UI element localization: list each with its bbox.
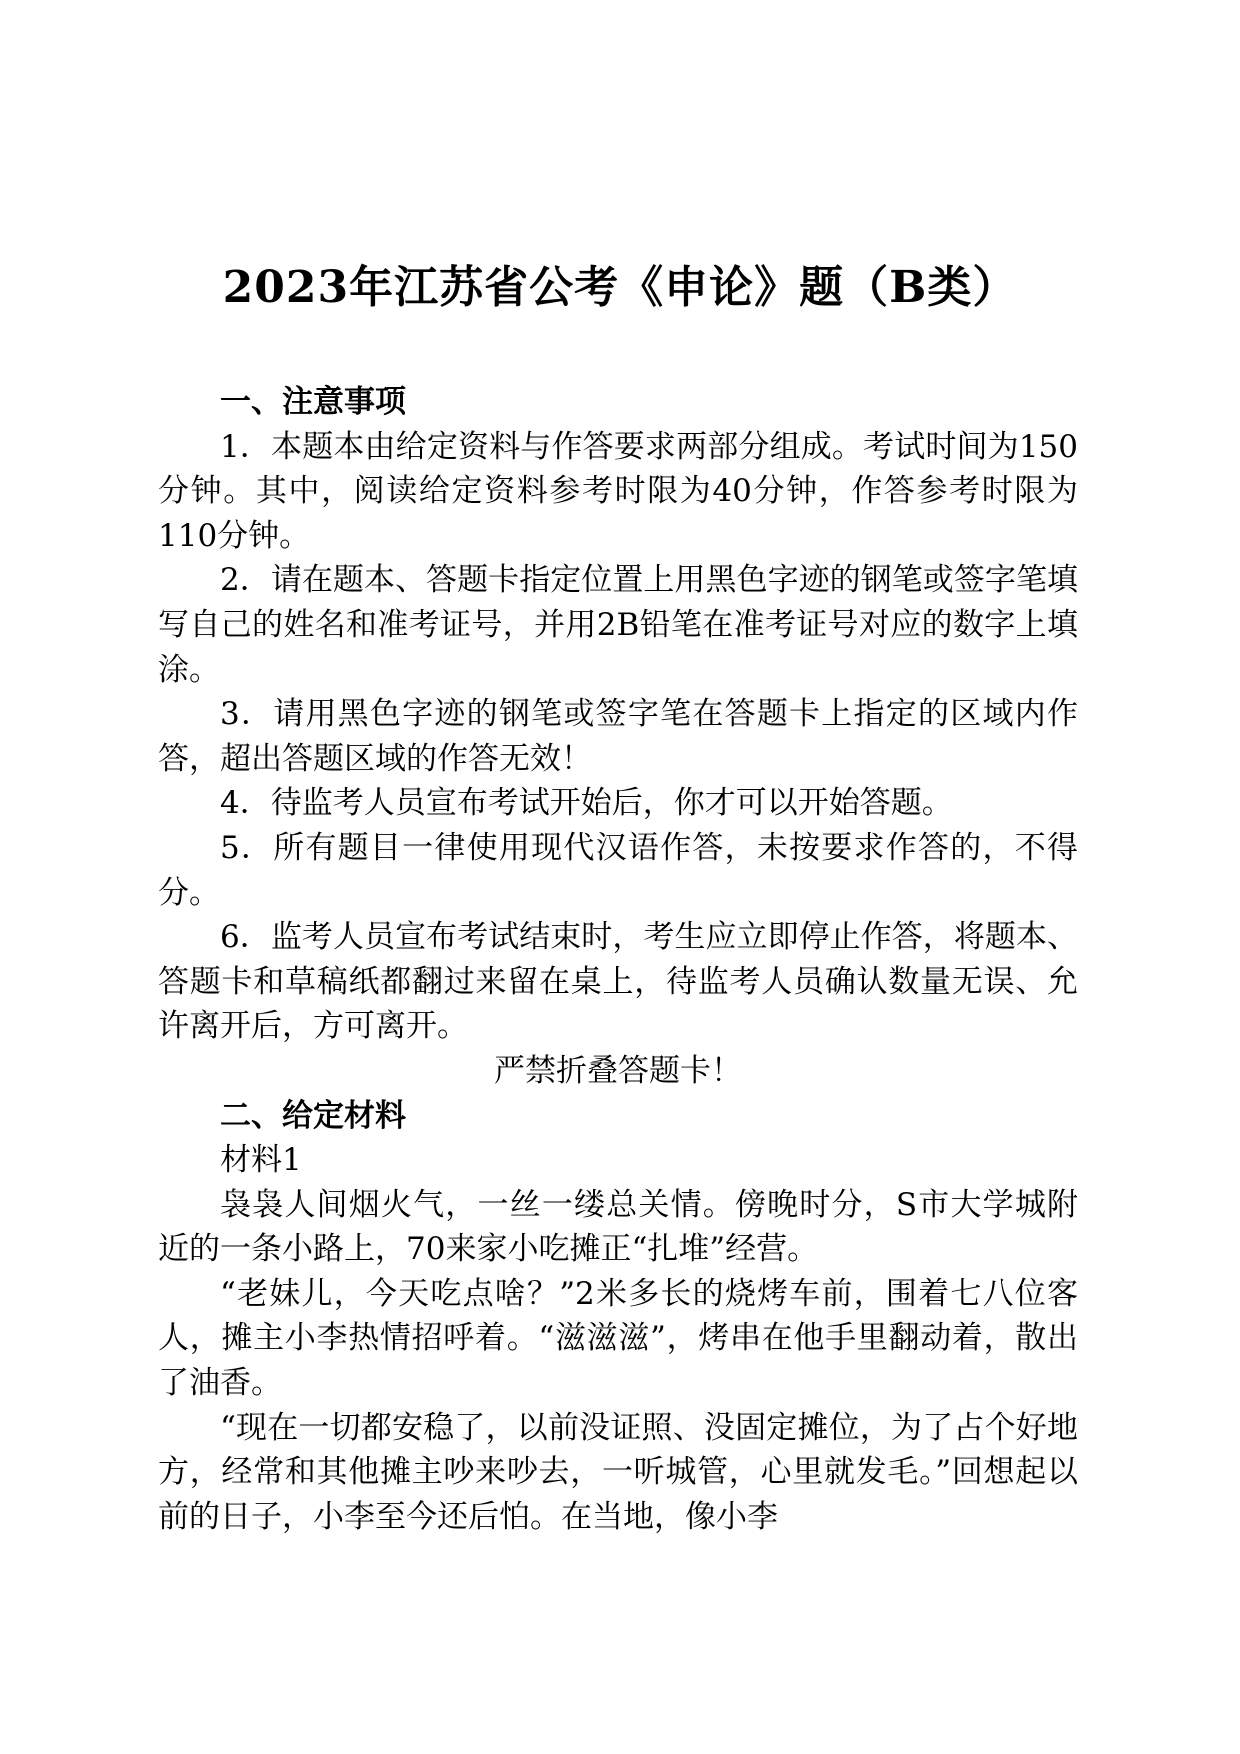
material-paragraph-1: 袅袅人间烟火气，一丝一缕总关情。傍晚时分，S市大学城附近的一条小路上，70来家小吃摊正“扎堆”经营。 <box>158 1186 1078 1268</box>
note-item-3: 3．请用黑色字迹的钢笔或签字笔在答题卡上指定的区域内作答，超出答题区域的作答无效！ <box>158 696 1078 777</box>
section-heading-notes: 一、注意事项 <box>220 384 406 420</box>
note-item-5: 5．所有题目一律使用现代汉语作答，未按要求作答的，不得分。 <box>158 829 1078 911</box>
document-body <box>158 380 1078 1539</box>
section-heading-materials: 二、给定材料 <box>220 1097 406 1134</box>
material-label: 材料1 <box>220 1142 302 1179</box>
document-title: 2023年江苏省公考《申论》题（B类） <box>222 262 1018 313</box>
material-paragraph-2: “老妹儿，今天吃点啥？”2米多长的烧烤车前，围着七八位客人，摊主小李热情招呼着。“滋滋滋”，烤串在他手里翻动着，散出了油香。 <box>158 1275 1078 1402</box>
note-item-4: 4．待监考人员宣布考试开始后，你才可以开始答题。 <box>220 785 953 822</box>
material-paragraph-3: “现在一切都安稳了，以前没证照、没固定摊位，为了占个好地方，经常和其他摊主吵来吵去，一听城管，心里就发毛。”回想起以前的日子，小李至今还后怕。在当地，像小李 <box>158 1409 1078 1535</box>
note-item-2: 2．请在题本、答题卡指定位置上用黑色字迹的钢笔或签字笔填写自己的姓名和准考证号，并用2B铅笔在准考证号对应的数字上填涂。 <box>158 562 1078 688</box>
note-item-6: 6．监考人员宣布考试结束时，考生应立即停止作答，将题本、答题卡和草稿纸都翻过来留在桌上，待监考人员确认数量无误、允许离开后，方可离开。 <box>158 919 1078 1045</box>
note-item-1: 1．本题本由给定资料与作答要求两部分组成。考试时间为150分钟。其中，阅读给定资料参考时限为40分钟，作答参考时限为110分钟。 <box>158 428 1078 554</box>
warning-line: 严禁折叠答题卡！ <box>494 1052 742 1089</box>
